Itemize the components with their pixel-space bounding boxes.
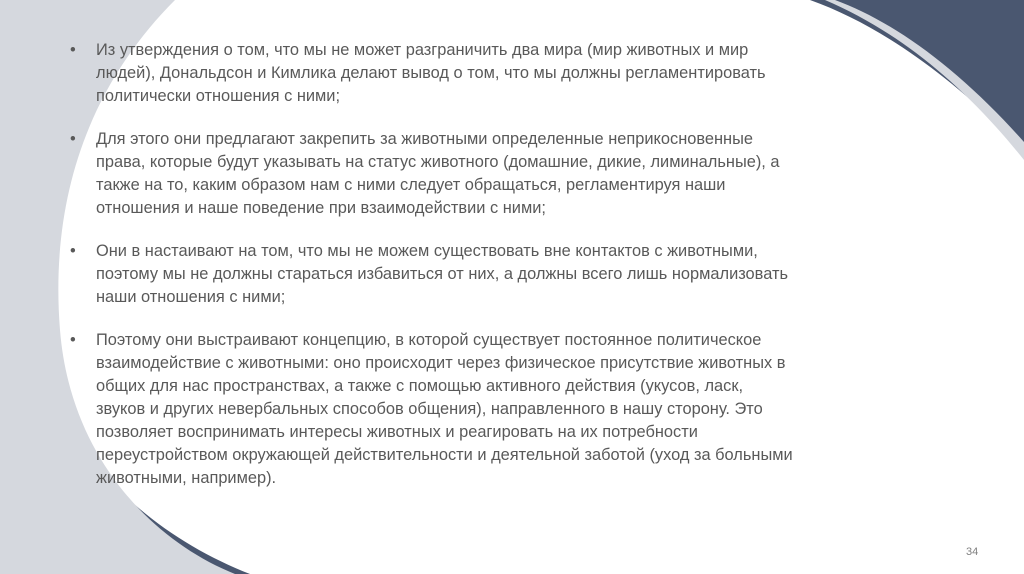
bullet-text-line: животными, например).	[96, 469, 277, 487]
bullet-list	[66, 39, 926, 510]
bullet-text-line: Поэтому они выстраивают концепцию, в которой существует постоянное политическое	[96, 331, 762, 349]
bullet-text-line: общих для нас пространствах, а также с помощью активного действия (укусов, ласк,	[96, 377, 744, 395]
bullet-text-line: позволяет воспринимать интересы животных и реагировать на их потребности	[96, 423, 698, 441]
bullet-text-line: политически отношения с ними;	[96, 87, 341, 105]
bullet-text-line: Для этого они предлагают закрепить за животными определенные неприкосновенные	[96, 130, 754, 148]
bullet-text-line: переустройством окружающей действительности и деятельной заботой (уход за больными	[96, 446, 793, 464]
bullet-item	[66, 240, 926, 309]
bullet-text-line: поэтому мы не должны стараться избавиться от них, а должны всего лишь нормализовать	[96, 265, 788, 283]
bullet-text-line: наши отношения с ними;	[96, 288, 286, 306]
bullet-text-line: Они в настаивают на том, что мы не можем существовать вне контактов с животными,	[96, 242, 758, 260]
bullet-text-line: права, которые будут указывать на статус животного (домашние, дикие, лиминальные), а	[96, 153, 780, 171]
bullet-text-line: отношения и наше поведение при взаимодействии с ними;	[96, 199, 546, 217]
bullet-item	[66, 329, 926, 490]
bullet-symbol: •	[70, 130, 76, 148]
bullet-text-line: Из утверждения о том, что мы не может разграничить два мира (мир животных и мир	[96, 41, 749, 59]
bullet-symbol: •	[70, 331, 76, 349]
bullet-symbol: •	[70, 242, 76, 260]
bullet-symbol: •	[70, 41, 76, 59]
bullet-text-line: взаимодействие с животными: оно происходит через физическое присутствие животных в	[96, 354, 786, 372]
bullet-text-line: звуков и других невербальных способов общения), направленного в нашу сторону. Это	[96, 400, 763, 418]
bullet-item	[66, 128, 926, 220]
bullet-text-line: также на то, каким образом нам с ними следует обращаться, регламентируя наши	[96, 176, 726, 194]
bullet-item	[66, 39, 926, 108]
page-number: 34	[966, 546, 979, 558]
bullet-text-line: людей), Дональдсон и Кимлика делают вывод о том, что мы должны регламентировать	[96, 64, 766, 82]
